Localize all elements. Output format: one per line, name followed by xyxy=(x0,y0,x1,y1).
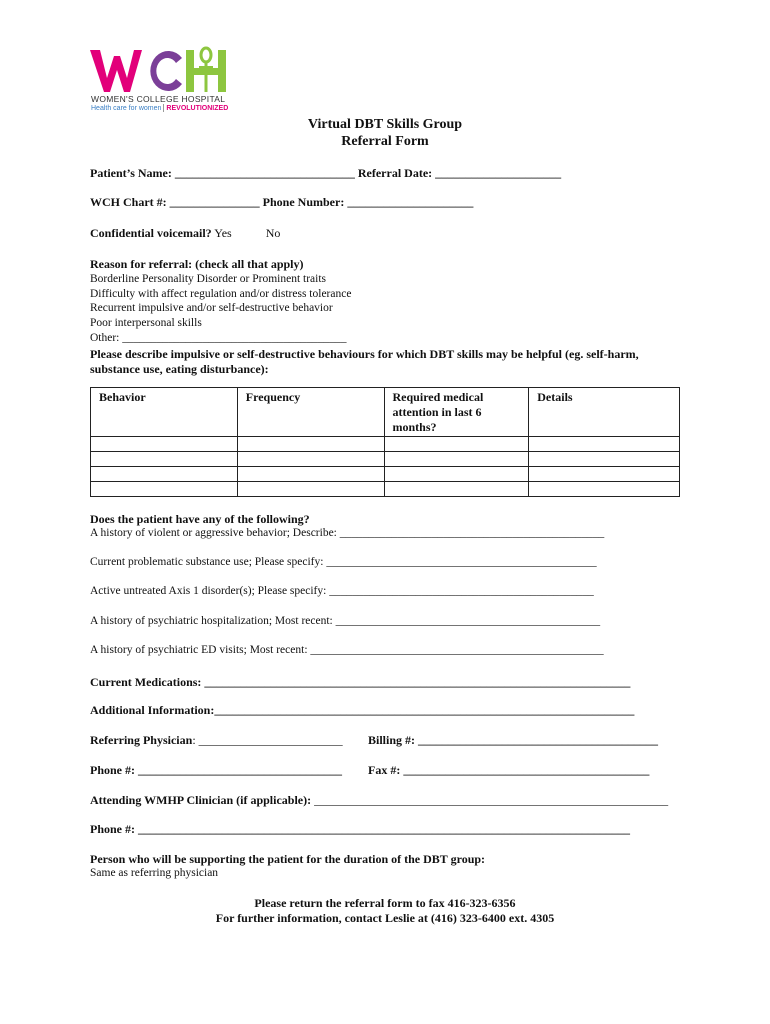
header-behavior: Behavior xyxy=(91,388,238,437)
additional-info-field[interactable]: Additional Information:______________________________________________________________________ xyxy=(90,703,635,717)
history-item[interactable]: Current problematic substance use; Please specify: _______________________________________________ xyxy=(90,556,597,568)
table-cell[interactable] xyxy=(384,467,529,482)
reason-item[interactable]: Borderline Personality Disorder or Prominent traits xyxy=(90,273,327,285)
reason-item[interactable]: Difficulty with affect regulation and/or distress tolerance xyxy=(90,288,352,300)
table-cell[interactable] xyxy=(237,437,384,452)
form-title: Virtual DBT Skills Group xyxy=(307,117,463,132)
table-cell[interactable] xyxy=(91,437,238,452)
history-item[interactable]: A history of psychiatric ED visits; Most recent: ___________________________________________________ xyxy=(90,644,604,656)
referring-physician-label: Referring Physician xyxy=(90,733,193,747)
attending-clinician-field[interactable]: Attending WMHP Clinician (if applicable): ___________________________________________________________ xyxy=(90,793,669,807)
medications-field[interactable]: Current Medications: _______________________________________________________________________ xyxy=(90,675,631,689)
phone-field[interactable]: Phone #: __________________________________ xyxy=(90,763,342,777)
fax-field[interactable]: Fax #: _________________________________________ xyxy=(368,763,650,777)
billing-field[interactable]: Billing #: ________________________________________ xyxy=(368,733,659,747)
table-cell[interactable] xyxy=(237,482,384,497)
table-row xyxy=(91,452,680,467)
contact-info: For further information, contact Leslie at (416) 323-6400 ext. 4305 xyxy=(215,911,555,925)
table-cell[interactable] xyxy=(384,452,529,467)
support-option[interactable]: Same as referring physician xyxy=(90,867,219,879)
table-cell[interactable] xyxy=(384,437,529,452)
voicemail-label: Confidential voicemail? xyxy=(90,226,212,240)
header-details: Details xyxy=(529,388,680,437)
table-cell[interactable] xyxy=(529,482,680,497)
table-cell[interactable] xyxy=(384,482,529,497)
logo-c-letter xyxy=(150,51,182,91)
voicemail-row xyxy=(90,226,280,241)
table-cell[interactable] xyxy=(529,452,680,467)
describe-prompt-cont: substance use, eating disturbance): xyxy=(90,362,269,376)
hospital-tagline: Health care for women REVOLUTIONIZED xyxy=(91,104,229,112)
header-frequency: Frequency xyxy=(237,388,384,437)
reason-item[interactable]: Recurrent impulsive and/or self-destructive behavior xyxy=(90,302,333,314)
clinician-phone-field[interactable]: Phone #: __________________________________________________________________________________ xyxy=(90,822,630,836)
history-item[interactable]: Active untreated Axis 1 disorder(s); Please specify: ______________________________________________ xyxy=(90,585,594,597)
wch-logo xyxy=(90,46,230,94)
table-cell[interactable] xyxy=(237,452,384,467)
table-cell[interactable] xyxy=(91,452,238,467)
voicemail-yes-label: Yes xyxy=(214,226,232,240)
logo-w-letter xyxy=(90,50,142,92)
hospital-name: WOMEN'S COLLEGE HOSPITAL xyxy=(91,94,226,104)
attending-label: Attending WMHP Clinician (if applicable): xyxy=(90,793,312,807)
describe-prompt: Please describe impulsive or self-destructive behaviours for which DBT skills may be helpful (eg. self-harm, xyxy=(90,347,639,361)
history-heading: Does the patient have any of the following? xyxy=(90,512,310,526)
header-medical-attention: Required medical attention in last 6 months? xyxy=(384,388,529,437)
behavior-table xyxy=(90,387,680,497)
reasons-heading: Reason for referral: (check all that apply) xyxy=(90,257,304,271)
table-cell[interactable] xyxy=(237,467,384,482)
reason-item[interactable]: Poor interpersonal skills xyxy=(90,317,202,329)
return-instructions: Please return the referral form to fax 416-323-6356 xyxy=(254,896,516,910)
support-heading: Person who will be supporting the patient for the duration of the DBT group: xyxy=(90,852,486,866)
table-row xyxy=(91,482,680,497)
history-item[interactable]: A history of violent or aggressive behavior; Describe: ______________________________________________ xyxy=(90,527,605,539)
table-cell[interactable] xyxy=(91,482,238,497)
table-header-row xyxy=(91,388,680,437)
form-subtitle: Referral Form xyxy=(341,134,429,149)
reason-item[interactable]: Other: _______________________________________ xyxy=(90,332,347,344)
table-cell[interactable] xyxy=(529,437,680,452)
table-cell[interactable] xyxy=(529,467,680,482)
table-row xyxy=(91,467,680,482)
patient-name-field[interactable]: Patient’s Name: ______________________________ Referral Date: _____________________ xyxy=(90,166,562,180)
table-cell[interactable] xyxy=(91,467,238,482)
history-item[interactable]: A history of psychiatric hospitalization; Most recent: ______________________________________________ xyxy=(90,615,601,627)
chart-phone-field[interactable]: WCH Chart #: _______________ Phone Number: _____________________ xyxy=(90,195,474,209)
table-row xyxy=(91,437,680,452)
voicemail-no-label: No xyxy=(265,226,281,240)
referring-physician-field[interactable]: Referring Physician: ________________________ xyxy=(90,733,343,747)
